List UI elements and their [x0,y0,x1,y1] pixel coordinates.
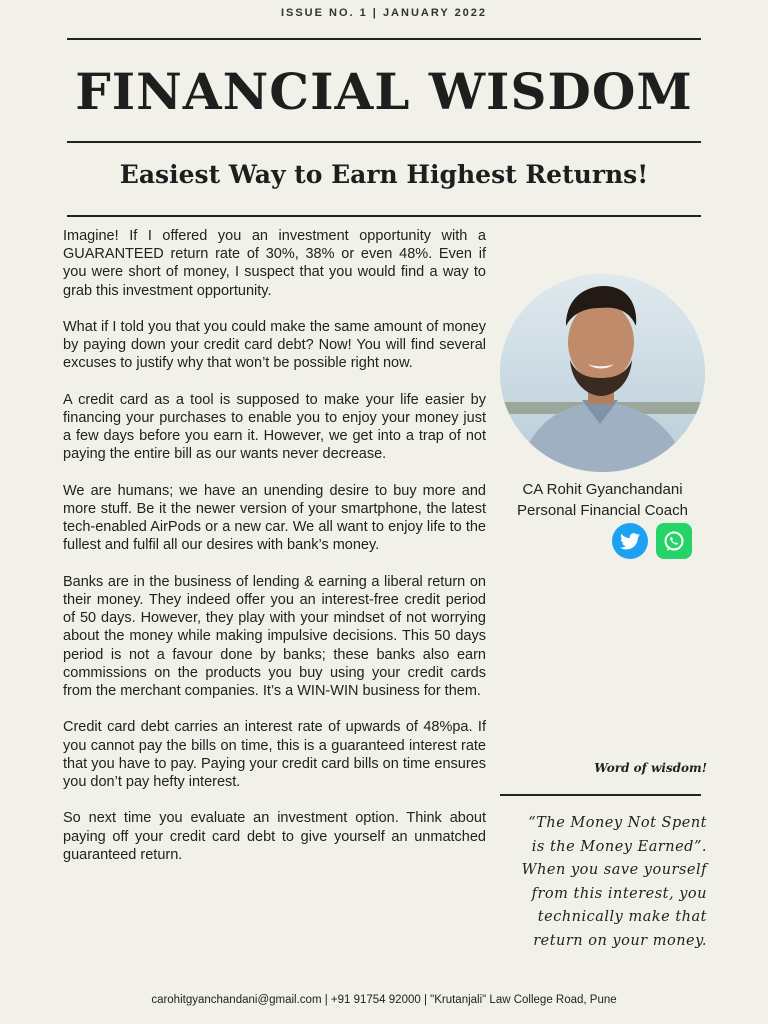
paragraph-2: What if I told you that you could make the same amount of money by paying down your credit card debt? Now! You will find several excuses to justify why that won’t be possible right now. [63,319,486,372]
whatsapp-icon[interactable] [656,523,692,559]
article-body [63,227,486,882]
word-of-wisdom-label: Word of wisdom! [594,761,707,775]
twitter-icon[interactable] [612,523,648,559]
quote-divider [500,794,701,796]
paragraph-5: Banks are in the business of lending & earning a liberal return on their money. They indeed offer you an interest-free credit period of 50 days. However, they play with your mindset of not worrying about the money while making impulsive decisions. This 50 days period is not a favour done by banks; these banks also earn commissions on the products you buy using your credit cards from the merchant companies. It’s a WIN-WIN business for them. [63,573,486,700]
issue-line: ISSUE NO. 1 | JANUARY 2022 [280,7,488,19]
paragraph-1: Imagine! If I offered you an investment opportunity with a GUARANTEED return rate of 30%, 38% or even 48%. Even if you were short of money, I suspect that you would find a way to grab this investment opportunity. [63,228,486,299]
author-name: CA Rohit Gyanchandani [522,481,683,498]
paragraph-4: We are humans; we have an unending desire to buy more and more stuff. Be it the newer version of your smartphone, the latest tech-enabled AirPods or a new car. We all want to enjoy life to the fullest and fulfil all our desires with bank’s money. [63,482,486,554]
contact-footer: carohitgyanchandani@gmail.com | +91 91754 92000 | "Krutanjali" Law College Road, Pune [151,994,617,1006]
wisdom-quote: “The Money Not Spent is the Money Earned”. When you save yourself from this interest, you technically make that return on your money. [521,815,707,949]
author-photo [500,274,705,472]
top-divider [67,38,701,40]
masthead-title: FINANCIAL WISDOM [75,62,693,121]
article-headline: Easiest Way to Earn Highest Returns! [119,160,649,189]
headline-divider [67,215,701,217]
social-icons [612,523,692,559]
author-title: Personal Financial Coach [517,502,688,519]
paragraph-3: A credit card as a tool is supposed to make your life easier by financing your purchases to enable you to enjoy your money just a few days before you earn it. However, we get into a trap of not paying the entire bill as our wants never decrease. [63,391,486,463]
paragraph-7: So next time you evaluate an investment option. Think about paying off your credit card debt to give yourself an unmatched guaranteed return. [63,810,486,863]
masthead-divider [67,141,701,143]
author-credit [500,479,705,521]
paragraph-6: Credit card debt carries an interest rate of upwards of 48%pa. If you cannot pay the bills on time, this is a guaranteed interest rate that you have to pay. Paying your credit card bills on time ensures you don’t pay hefty interest. [63,719,486,791]
